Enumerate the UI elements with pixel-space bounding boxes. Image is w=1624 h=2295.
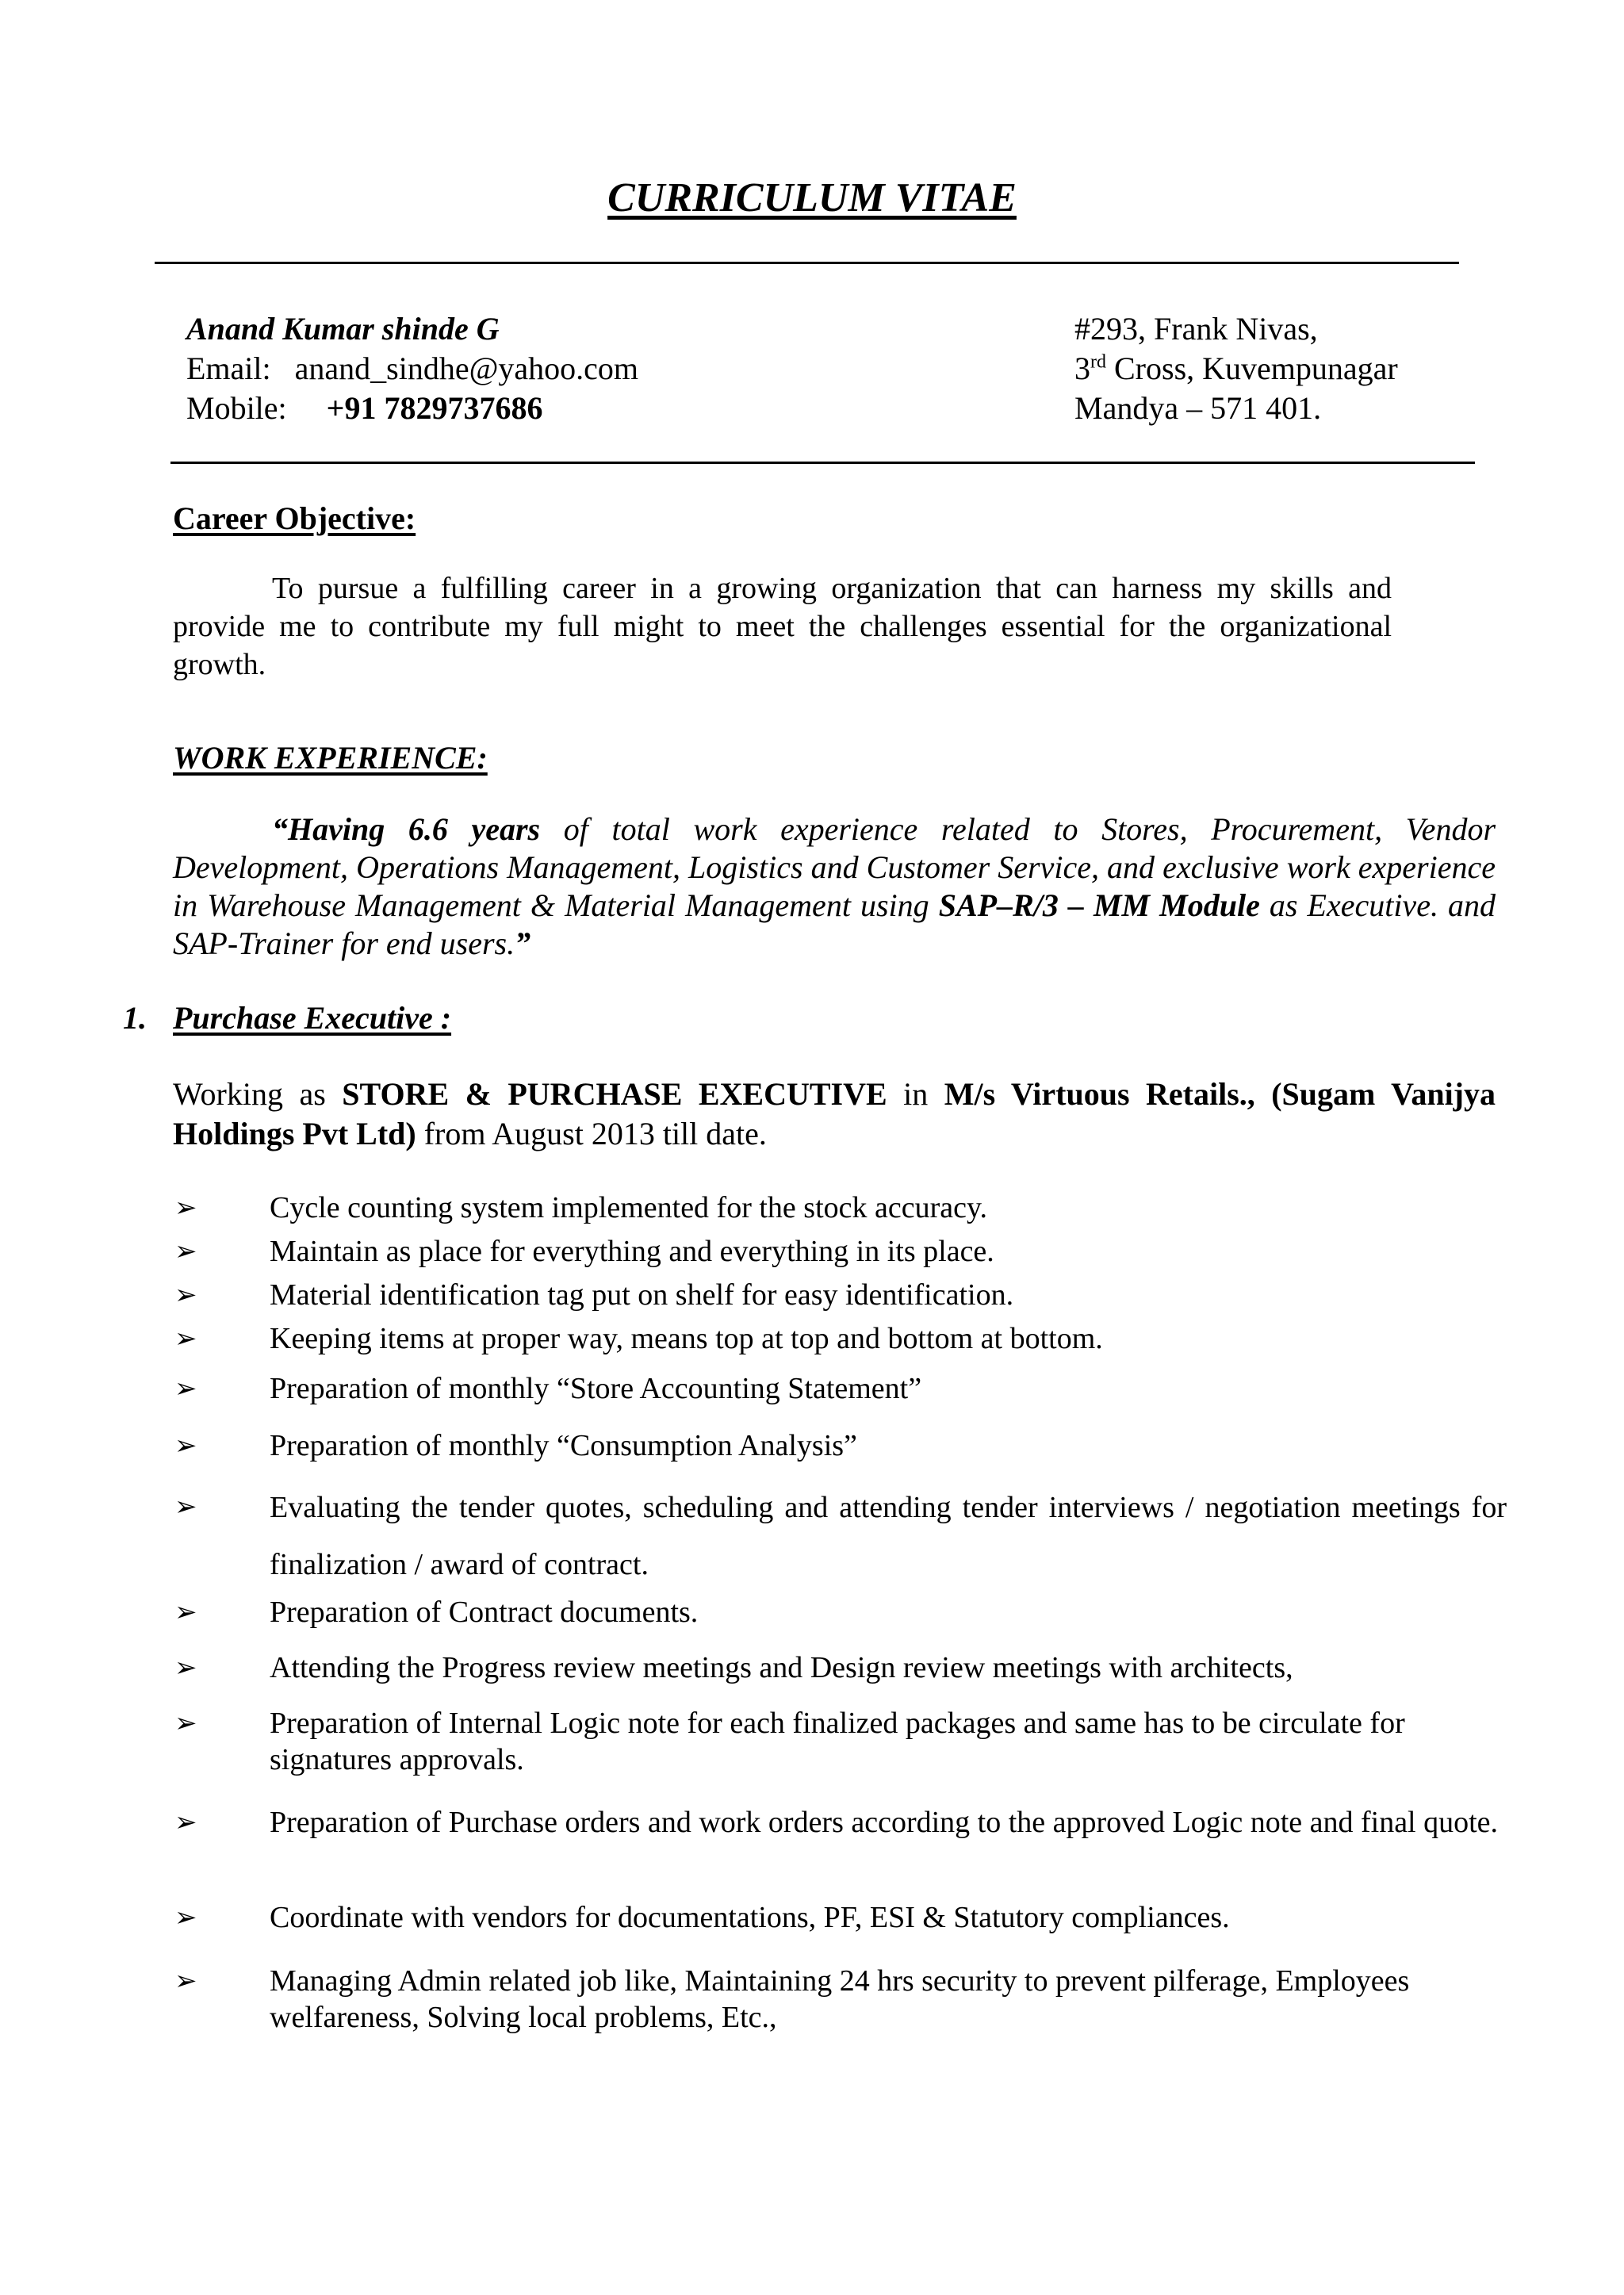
arrow-bullet-icon: ➢ bbox=[174, 1596, 197, 1628]
candidate-name: Anand Kumar shinde G bbox=[186, 311, 500, 347]
list-item-text: Coordinate with vendors for documentations, PF, ESI & Statutory compliances. bbox=[270, 1901, 1230, 1934]
sap-module: SAP–R/3 – MM Module bbox=[938, 887, 1260, 923]
list-item-text: Preparation of Internal Logic note for each finalized packages and same has to be circulate for signatures approvals. bbox=[270, 1707, 1405, 1776]
career-objective-heading: Career Objective: bbox=[173, 500, 416, 536]
list-item bbox=[174, 1963, 1507, 2036]
list-item bbox=[174, 1427, 1507, 1464]
position-description: Working as STORE & PURCHASE EXECUTIVE in M/s Virtuous Retails., (Sugam Vanijya Holdings Pvt Ltd) from August 2013 till date. bbox=[173, 1076, 1496, 1151]
arrow-bullet-icon: ➢ bbox=[174, 1236, 197, 1267]
experience-years: 6.6 years bbox=[408, 811, 541, 847]
list-item-text: Preparation of Contract documents. bbox=[270, 1596, 699, 1629]
arrow-bullet-icon: ➢ bbox=[174, 1806, 197, 1838]
role-title: STORE & PURCHASE EXECUTIVE bbox=[342, 1076, 887, 1112]
list-item bbox=[174, 1370, 1507, 1407]
arrow-bullet-icon: ➢ bbox=[174, 1652, 197, 1684]
list-item bbox=[174, 1649, 1507, 1686]
email-label: Email: bbox=[186, 351, 271, 386]
email-value: anand_sindhe@yahoo.com bbox=[294, 351, 639, 386]
page-title: CURRICULUM VITAE bbox=[607, 175, 1017, 220]
arrow-bullet-icon: ➢ bbox=[174, 1430, 197, 1462]
list-item-text: Material identification tag put on shelf for easy identification. bbox=[270, 1278, 1014, 1312]
email-line bbox=[186, 349, 638, 389]
work-experience-heading: WORK EXPERIENCE: bbox=[173, 740, 488, 776]
work-experience-summary: “Having 6.6 years of total work experience related to Stores, Procurement, Vendor Development, Operations Management, Logistics and Customer Service, and exclusive work experience in Warehouse Management & Material Management using SAP–R/3 – MM Module as Executive. and SAP-Trainer for end users.” bbox=[173, 811, 1496, 961]
arrow-bullet-icon: ➢ bbox=[174, 1323, 197, 1354]
list-item-text: Preparation of monthly “Consumption Analysis” bbox=[270, 1429, 857, 1462]
list-item bbox=[174, 1320, 1507, 1357]
address-block bbox=[1074, 309, 1398, 428]
list-item bbox=[174, 1594, 1507, 1630]
list-item-text: Preparation of monthly “Store Accounting Statement” bbox=[270, 1372, 922, 1405]
list-item-text: Evaluating the tender quotes, scheduling and attending tender interviews / negotiation meetings for finalization / award of contract. bbox=[270, 1491, 1507, 1581]
mobile-value: +91 7829737686 bbox=[326, 390, 543, 426]
position-title: Purchase Executive : bbox=[173, 1000, 452, 1036]
arrow-bullet-icon: ➢ bbox=[174, 1491, 197, 1523]
career-objective-text: To pursue a fulfilling career in a growing organization that can harness my skills and provide me to contribute my full might to meet the challenges essential for the organizational growth. bbox=[173, 572, 1392, 681]
mobile-label: Mobile: bbox=[186, 390, 287, 426]
contact-block bbox=[186, 309, 638, 428]
arrow-bullet-icon: ➢ bbox=[174, 1192, 197, 1224]
address-line-2: 3rd Cross, Kuvempunagar bbox=[1074, 351, 1398, 386]
list-item bbox=[174, 1705, 1507, 1778]
list-item-text: Cycle counting system implemented for the stock accuracy. bbox=[270, 1191, 988, 1224]
title-divider bbox=[155, 262, 1459, 264]
address-line-3: Mandya – 571 401. bbox=[1074, 390, 1322, 426]
list-item-text: Maintain as place for everything and everything in its place. bbox=[270, 1235, 994, 1268]
company-name: M/s Virtuous Retails., (Sugam Vanijya Holdings Pvt Ltd) bbox=[173, 1076, 1496, 1151]
list-item bbox=[174, 1804, 1507, 1841]
arrow-bullet-icon: ➢ bbox=[174, 1707, 197, 1739]
position-number: 1. bbox=[123, 1000, 147, 1036]
arrow-bullet-icon: ➢ bbox=[174, 1373, 197, 1404]
ordinal-suffix: rd bbox=[1090, 351, 1106, 373]
list-item bbox=[174, 1899, 1507, 1936]
arrow-bullet-icon: ➢ bbox=[174, 1902, 197, 1933]
list-item-text: Managing Admin related job like, Maintaining 24 hrs security to prevent pilferage, Employees welfareness, Solving local problems, Etc., bbox=[270, 1964, 1410, 2034]
list-item-text: Preparation of Purchase orders and work orders according to the approved Logic note and final quote. bbox=[270, 1806, 1499, 1839]
mobile-line bbox=[186, 389, 638, 428]
arrow-bullet-icon: ➢ bbox=[174, 1279, 197, 1311]
list-item bbox=[174, 1190, 1507, 1226]
list-item-text: Attending the Progress review meetings and Design review meetings with architects, bbox=[270, 1651, 1293, 1684]
arrow-bullet-icon: ➢ bbox=[174, 1965, 197, 1997]
list-item bbox=[174, 1277, 1507, 1313]
position-heading bbox=[123, 999, 451, 1036]
contact-divider bbox=[170, 462, 1475, 464]
list-item bbox=[174, 1479, 1507, 1593]
address-line-1: #293, Frank Nivas, bbox=[1074, 311, 1318, 347]
list-item bbox=[174, 1233, 1507, 1270]
list-item-text: Keeping items at proper way, means top at top and bottom at bottom. bbox=[270, 1322, 1103, 1355]
